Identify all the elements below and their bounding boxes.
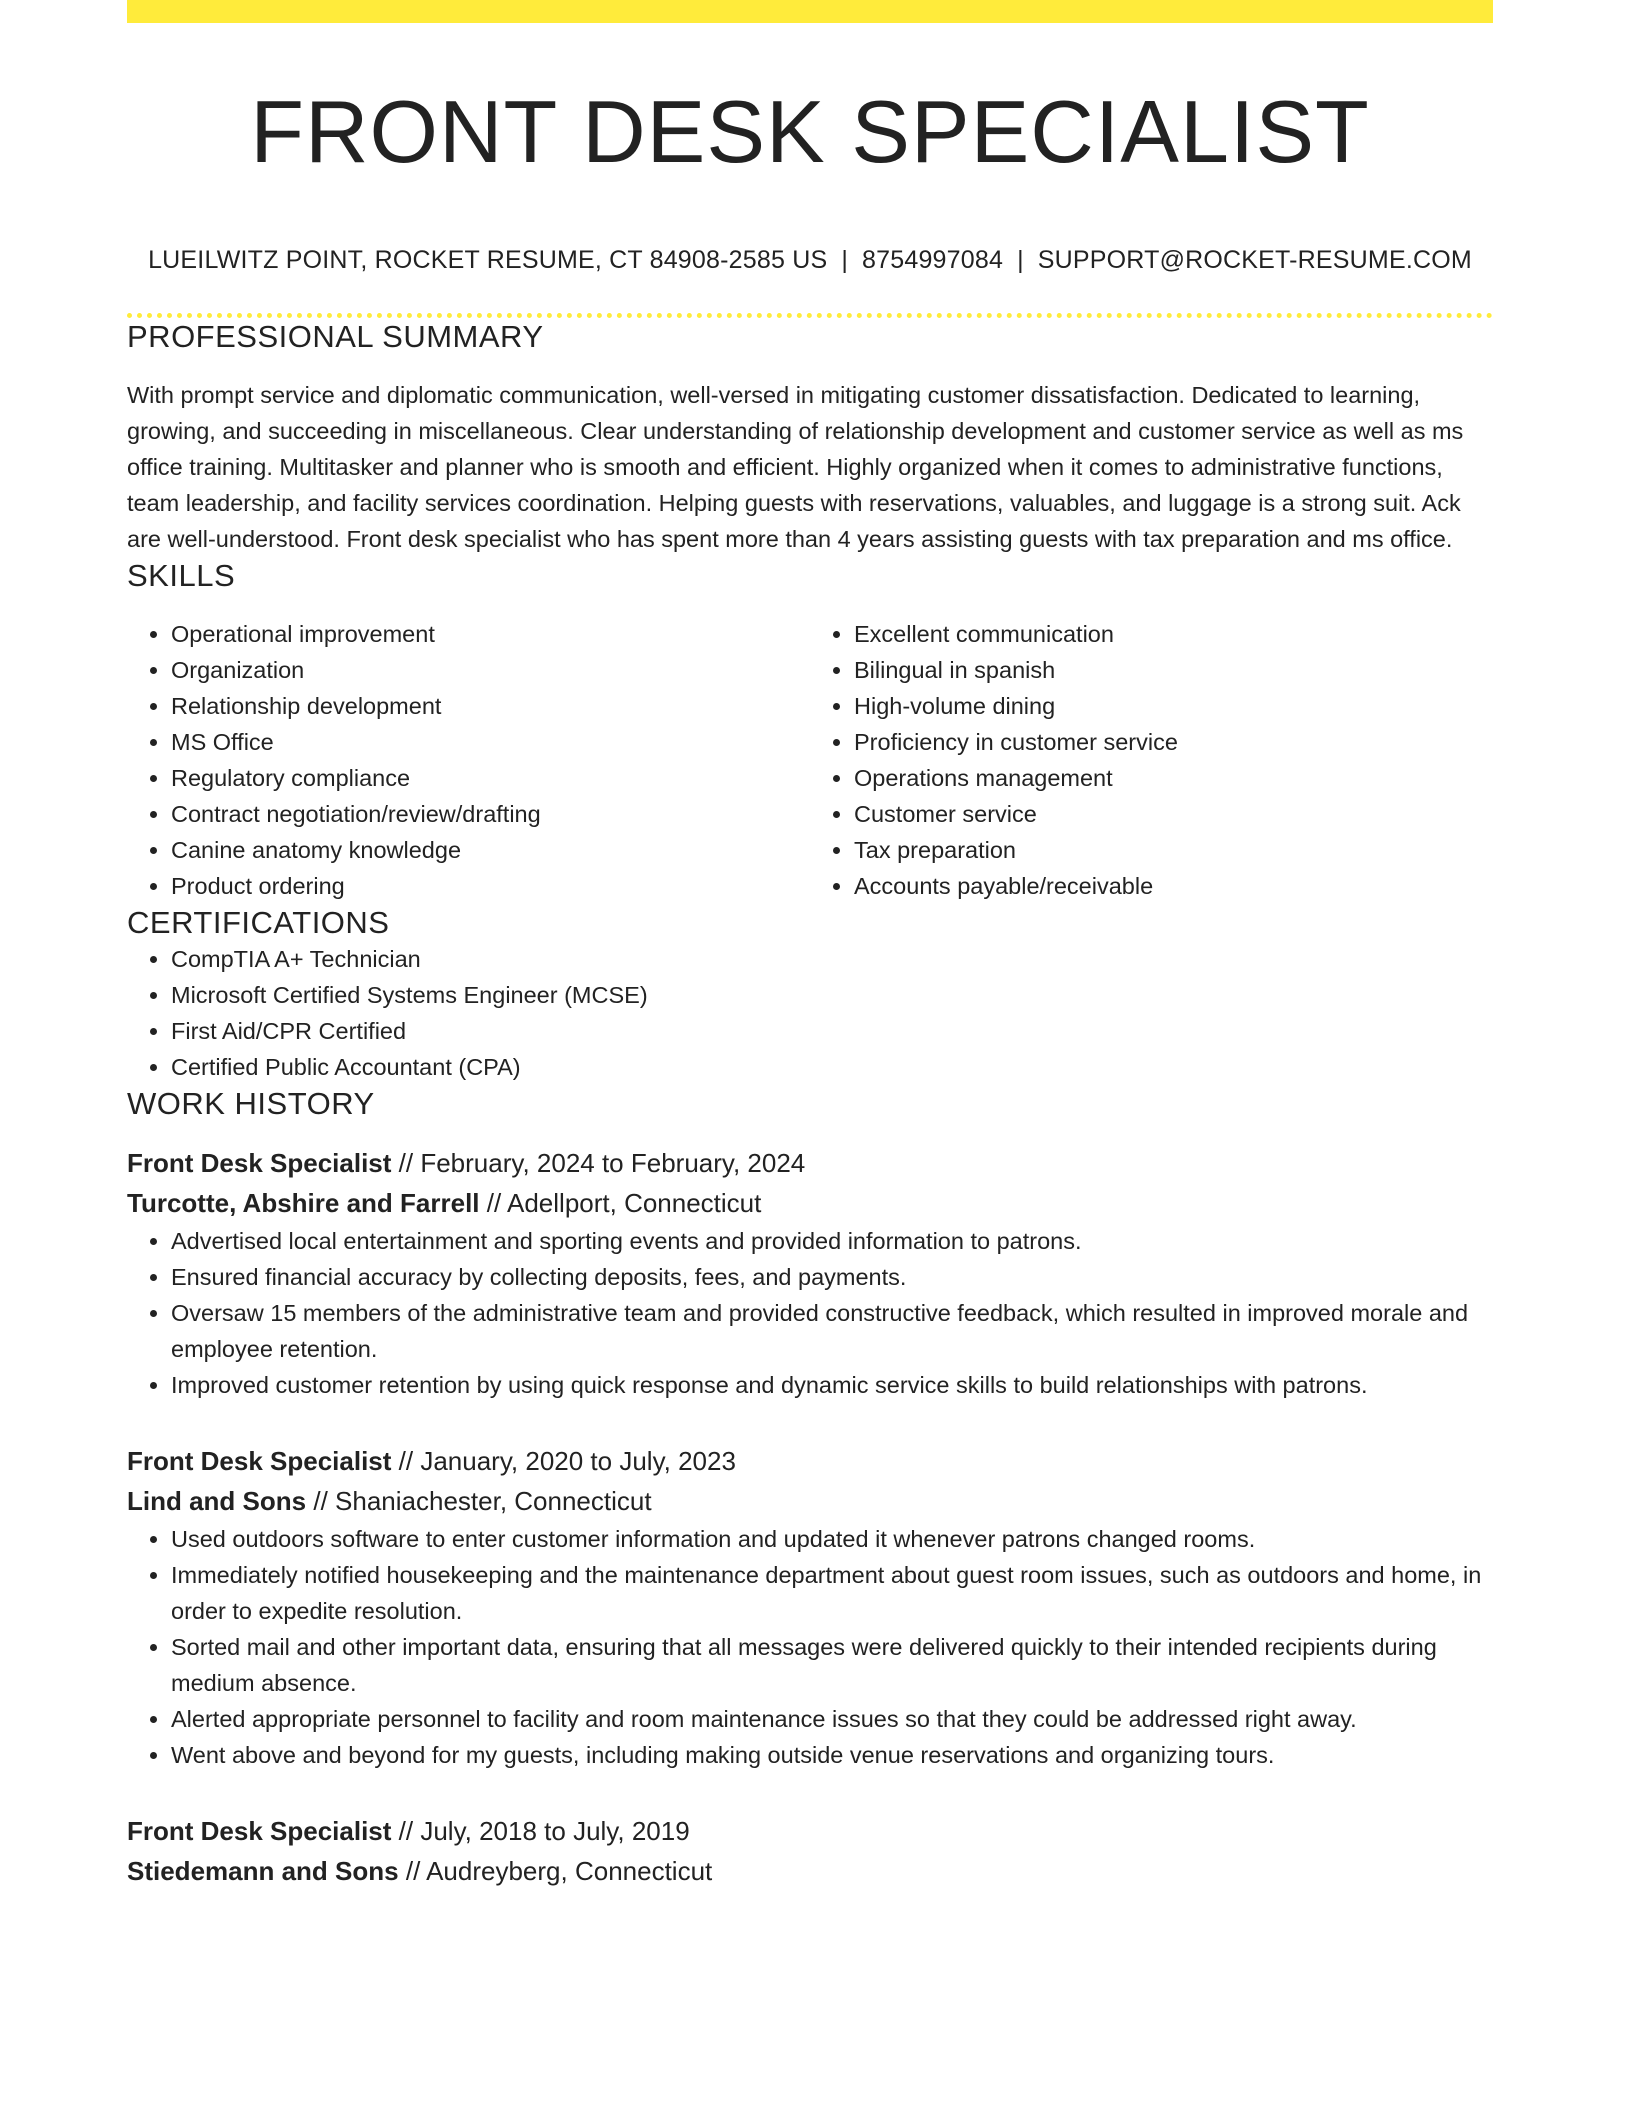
job-duty-item: • Sorted mail and other important data, ensuring that all messages were delivered quickly to their intended recipients during medium absence.	[171, 1629, 1493, 1701]
job-separator: //	[398, 1815, 414, 1846]
contact-phone[interactable]: 8754997084	[862, 245, 1004, 274]
job-company: Stiedemann and Sons	[127, 1855, 399, 1886]
job-duty-item: • Improved customer retention by using quick response and dynamic service skills to build relationships with patrons.	[171, 1367, 1493, 1403]
skills-right-list	[810, 616, 1493, 904]
skill-item: • Canine anatomy knowledge	[171, 832, 810, 868]
skill-item: • Product ordering	[171, 868, 810, 904]
skill-item: • Tax preparation	[854, 832, 1493, 868]
job-duty-item: • Oversaw 15 members of the administrative team and provided constructive feedback, which resulted in improved morale and employee retention.	[171, 1295, 1493, 1367]
job-title-line	[127, 1441, 1493, 1481]
skill-item: • Regulatory compliance	[171, 760, 810, 796]
skills-left-list	[127, 616, 810, 904]
skills-columns	[127, 616, 1493, 904]
accent-top-bar	[127, 0, 1493, 23]
skill-item: • Excellent communication	[854, 616, 1493, 652]
job-location: Shaniachester, Connecticut	[335, 1485, 652, 1516]
job-separator: //	[405, 1855, 421, 1886]
skill-item: • Relationship development	[171, 688, 810, 724]
job-entry	[127, 1811, 1493, 1891]
summary-text: With prompt service and diplomatic communication, well-versed in mitigating customer dissatisfaction. Dedicated to learning, growing, and succeeding in miscellaneous. Clear understanding of relationship development and customer service as well as ms office training. Multitasker and planner who is smooth and efficient. Highly organized when it comes to administrative functions, team leadership, and facility services coordination. Helping guests with reservations, valuables, and luggage is a strong suit. Ack are well-understood. Front desk specialist who has spent more than 4 years assisting guests with tax preparation and ms office.	[127, 381, 1464, 552]
candidate-name: FRONT DESK SPECIALIST	[250, 82, 1370, 181]
certification-item: • Certified Public Accountant (CPA)	[171, 1049, 1493, 1085]
skill-item: • Accounts payable/receivable	[854, 868, 1493, 904]
contact-email[interactable]: SUPPORT@ROCKET-RESUME.COM	[1037, 245, 1472, 274]
job-duties-list	[127, 1223, 1493, 1403]
job-company: Turcotte, Abshire and Farrell	[127, 1187, 480, 1218]
certification-item: • First Aid/CPR Certified	[171, 1013, 1493, 1049]
job-title-line	[127, 1811, 1493, 1851]
job-entry	[127, 1441, 1493, 1773]
job-entry	[127, 1143, 1493, 1403]
job-dates: January, 2020 to July, 2023	[420, 1445, 736, 1476]
skills-heading: SKILLS	[127, 557, 236, 593]
job-duty-item: • Alerted appropriate personnel to facility and room maintenance issues so that they could be addressed right away.	[171, 1701, 1493, 1737]
contact-address: LUEILWITZ POINT, ROCKET RESUME, CT 84908-2585 US	[148, 245, 828, 274]
skill-item: • Customer service	[854, 796, 1493, 832]
work-history-heading: WORK HISTORY	[127, 1086, 375, 1122]
job-duties-list	[127, 1521, 1493, 1773]
job-separator: //	[398, 1147, 414, 1178]
job-company: Lind and Sons	[127, 1485, 307, 1516]
resume-content	[127, 0, 1493, 1891]
certification-item: • CompTIA A+ Technician	[171, 941, 1493, 977]
job-location: Audreyberg, Connecticut	[426, 1855, 713, 1886]
job-title-line	[127, 1143, 1493, 1183]
job-duty-item: • Went above and beyond for my guests, including making outside venue reservations and organizing tours.	[171, 1737, 1493, 1773]
certification-item: • Microsoft Certified Systems Engineer (MCSE)	[171, 977, 1493, 1013]
job-role: Front Desk Specialist	[127, 1445, 392, 1476]
job-duty-item: • Ensured financial accuracy by collecting deposits, fees, and payments.	[171, 1259, 1493, 1295]
skill-item: • Bilingual in spanish	[854, 652, 1493, 688]
job-separator: //	[486, 1187, 502, 1218]
job-location: Adellport, Connecticut	[507, 1187, 762, 1218]
job-duty-item: • Immediately notified housekeeping and the maintenance department about guest room issues, such as outdoors and home, in order to expedite resolution.	[171, 1557, 1493, 1629]
job-role: Front Desk Specialist	[127, 1815, 392, 1846]
job-duty-item: • Advertised local entertainment and sporting events and provided information to patrons.	[171, 1223, 1493, 1259]
summary-heading: PROFESSIONAL SUMMARY	[127, 318, 544, 354]
contact-separator: |	[841, 245, 849, 274]
job-role: Front Desk Specialist	[127, 1147, 392, 1178]
job-company-line	[127, 1481, 1493, 1521]
certifications-heading: CERTIFICATIONS	[127, 905, 390, 941]
work-history-list	[127, 1143, 1493, 1891]
contact-separator: |	[1017, 245, 1024, 274]
skill-item: • High-volume dining	[854, 688, 1493, 724]
job-dates: July, 2018 to July, 2019	[420, 1815, 690, 1846]
job-dates: February, 2024 to February, 2024	[420, 1147, 806, 1178]
skill-item: • MS Office	[171, 724, 810, 760]
skill-item: • Organization	[171, 652, 810, 688]
skill-item: • Proficiency in customer service	[854, 724, 1493, 760]
skill-item: • Operations management	[854, 760, 1493, 796]
job-company-line	[127, 1183, 1493, 1223]
certifications-list	[127, 941, 1493, 1085]
job-separator: //	[398, 1445, 414, 1476]
job-duty-item: • Used outdoors software to enter customer information and updated it whenever patrons changed rooms.	[171, 1521, 1493, 1557]
job-separator: //	[313, 1485, 328, 1516]
job-company-line	[127, 1851, 1493, 1891]
skill-item: • Contract negotiation/review/drafting	[171, 796, 810, 832]
contact-line	[127, 245, 1493, 275]
skill-item: • Operational improvement	[171, 616, 810, 652]
